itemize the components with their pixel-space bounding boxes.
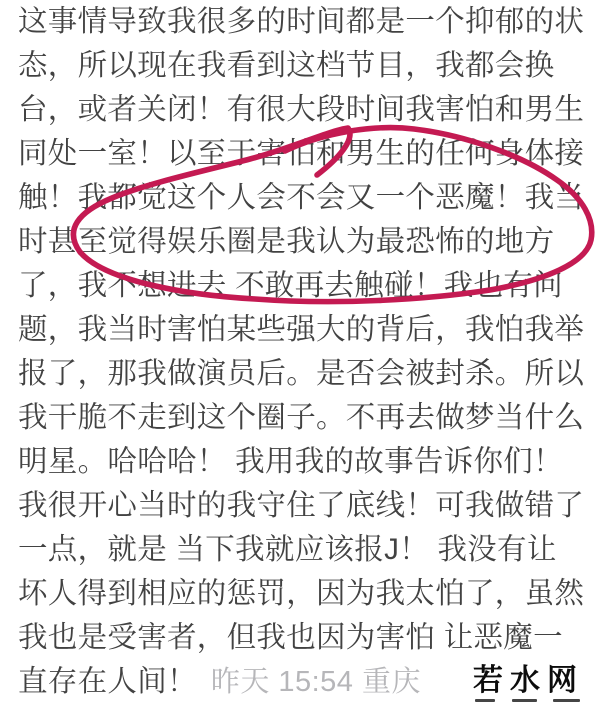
watermark [473,666,584,702]
watermark-mark [475,699,495,702]
watermark-text: 若水网 [473,664,584,697]
text-line: 我干脆不走到这个圈子。不再去做梦当什么 [18,401,585,434]
text-line: 明星。哈哈哈！ 我用我的故事告诉你们！ [18,445,563,478]
watermark-mark [512,699,537,702]
text-line: 同处一室！以至于害怕和男生的任何身体接 [18,137,585,170]
post-timestamp: 昨天 15:54 重庆 [210,666,421,698]
text-line: 坏人得到相应的惩罚，因为我太怕了，虽然 [18,577,585,610]
text-line: 我也是受害者，但我也因为害怕 让恶魔一 [18,621,563,654]
text-line: 我很开心当时的我守住了底线！可我做错了 [18,489,585,522]
text-line: 这事情导致我很多的时间都是一个抑郁的状 [18,5,585,38]
text-line-last-text: 直存在人间！ [18,665,197,698]
text-line: 报了，那我做演员后。是否会被封杀。所以 [18,357,585,390]
text-line: 了，我不想进去 不敢再去触碰！我也有问 [18,269,563,302]
watermark-mark [553,699,580,702]
post-text-block [18,0,594,704]
text-line: 题，我当时害怕某些强大的背后，我怕我举 [18,313,585,346]
text-line: 台，或者关闭！有很大段时间我害怕和男生 [18,93,585,126]
text-line: 触！我都觉这个人会不会又一个恶魔！我当 [18,181,585,214]
text-line: 态，所以现在我看到这档节目，我都会换 [18,49,555,82]
text-line: 时甚至觉得娱乐圈是我认为最恐怖的地方 [18,225,555,258]
text-line: 一点，就是 当下我就应该报J！ 我没有让 [18,533,557,566]
